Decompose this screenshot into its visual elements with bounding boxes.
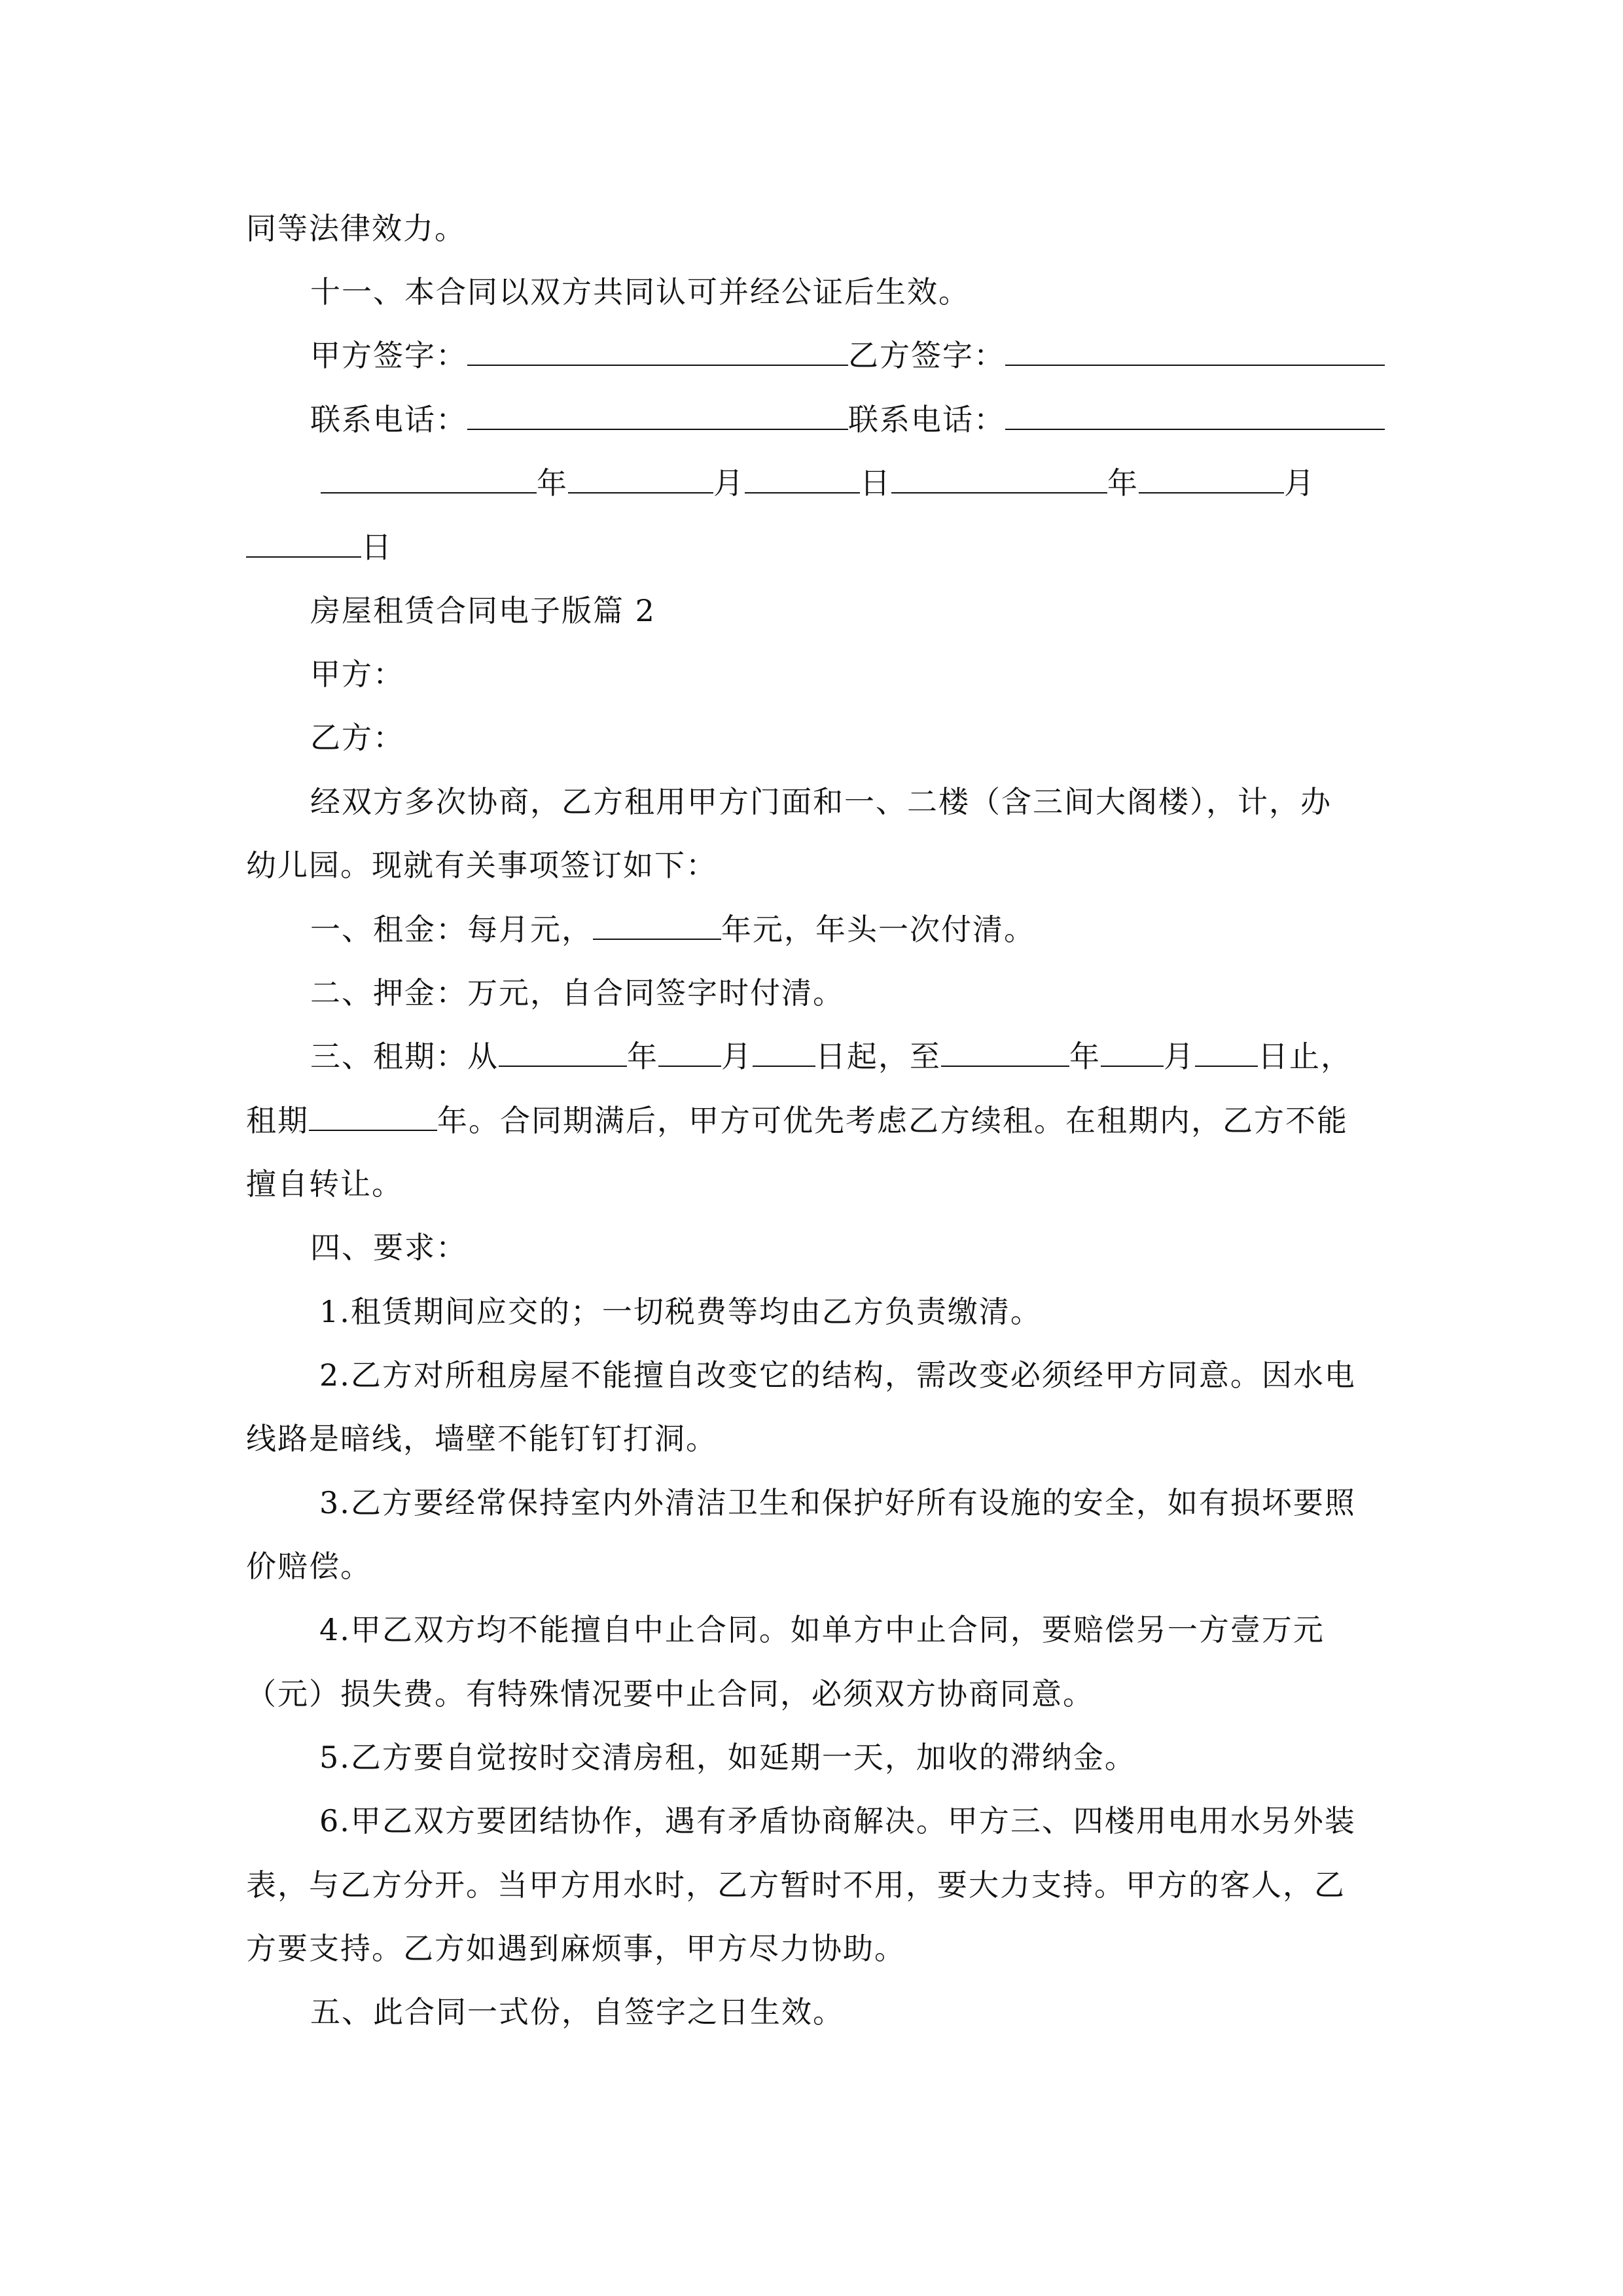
term-start-month-blank — [658, 1037, 721, 1067]
party-a-signature-label: 甲方签字： — [310, 338, 467, 373]
party-b-phone-label: 联系电话： — [848, 402, 1005, 437]
phone-row — [310, 400, 1385, 439]
requirement-item: 1.租赁期间应交的；一切税费等均由乙方负责缴清。 — [319, 1294, 1042, 1329]
signature-row — [310, 336, 1385, 375]
paragraph-line: 经双方多次协商，乙方租用甲方门面和一、二楼（含三间大阁楼），计，办 — [310, 784, 1332, 819]
requirement-item-cont: （元）损失费。有特殊情况要中止合同，必须双方协商同意。 — [246, 1676, 1094, 1712]
term-end-month-label: 月 — [1164, 1039, 1195, 1074]
rent-text-a: 一、租金：每月元， — [310, 912, 593, 947]
party-b-line: 乙方： — [310, 720, 404, 755]
requirement-item: 3.乙方要经常保持室内外清洁卫生和保护好所有设施的安全，如有损坏要照 — [319, 1485, 1356, 1520]
section-heading: 房屋租赁合同电子版篇 2 — [310, 593, 656, 628]
term-end-day-blank — [1195, 1037, 1258, 1067]
party-b-phone-blank — [1005, 400, 1385, 430]
requirement-item: 5.乙方要自觉按时交清房租，如延期一天，加收的滞纳金。 — [319, 1740, 1136, 1775]
rent-blank — [593, 910, 721, 940]
year-label-2: 年 — [1107, 465, 1139, 501]
term-clause-line-2 — [246, 1101, 1348, 1140]
year-label: 年 — [537, 465, 568, 501]
year-blank — [321, 463, 537, 493]
term-years-blank — [309, 1101, 437, 1131]
term-end-month-blank — [1101, 1037, 1164, 1067]
month-label: 月 — [713, 465, 745, 501]
month-blank — [568, 463, 713, 493]
requirement-item: 4.甲乙双方均不能擅自中止合同。如单方中止合同，要赔偿另一方壹万元 — [319, 1612, 1325, 1647]
requirement-item: 2.乙方对所租房屋不能擅自改变它的结构，需改变必须经甲方同意。因水电 — [319, 1357, 1356, 1393]
requirements-title: 四、要求： — [310, 1230, 467, 1265]
deposit-clause: 二、押金：万元，自合同签字时付清。 — [310, 975, 844, 1011]
term-clause — [310, 1037, 1352, 1076]
date-row — [321, 463, 1315, 503]
requirement-item: 6.甲乙双方要团结协作，遇有矛盾协商解决。甲方三、四楼用电用水另外装 — [319, 1803, 1356, 1839]
term-start-month-label: 月 — [721, 1039, 753, 1074]
requirement-item-cont: 线路是暗线，墙壁不能钉钉打洞。 — [246, 1421, 717, 1456]
term-end-year-blank — [941, 1037, 1069, 1067]
rent-clause — [310, 910, 1035, 949]
paragraph-line: 幼儿园。现就有关事项签订如下： — [246, 848, 717, 883]
term-text-a: 三、租期：从 — [310, 1039, 499, 1074]
term-end-year-label: 年 — [1069, 1039, 1101, 1074]
party-b-signature-label: 乙方签字： — [848, 338, 1005, 373]
party-a-phone-label: 联系电话： — [310, 402, 467, 437]
term-start-year-label: 年 — [627, 1039, 658, 1074]
date-row-2 — [246, 528, 393, 567]
text-line: 同等法律效力。 — [246, 211, 466, 246]
month-label-2: 月 — [1284, 465, 1315, 501]
term-end-day-label: 日止， — [1258, 1039, 1352, 1074]
clause-11: 十一、本合同以双方共同认可并经公证后生效。 — [310, 274, 970, 310]
term-text-l2a: 租期 — [246, 1103, 309, 1138]
term-start-year-blank — [499, 1037, 627, 1067]
year-blank-2 — [891, 463, 1107, 493]
party-a-line: 甲方： — [310, 656, 404, 692]
day-blank-2 — [246, 528, 361, 558]
party-a-signature-blank — [467, 336, 848, 366]
requirement-item-cont: 方要支持。乙方如遇到麻烦事，甲方尽力协助。 — [246, 1931, 906, 1966]
requirement-item-cont: 表，与乙方分开。当甲方用水时，乙方暂时不用，要大力支持。甲方的客人，乙 — [246, 1867, 1346, 1903]
party-a-phone-blank — [467, 400, 848, 430]
rent-text-b: 年元，年头一次付清。 — [721, 912, 1035, 947]
term-start-day-blank — [753, 1037, 815, 1067]
month-blank-2 — [1139, 463, 1284, 493]
requirement-item-cont: 价赔偿。 — [246, 1549, 372, 1584]
clause-5: 五、此合同一式份，自签字之日生效。 — [310, 1994, 844, 2030]
term-text-l2b: 年。合同期满后，甲方可优先考虑乙方续租。在租期内，乙方不能 — [437, 1103, 1348, 1138]
day-label-2: 日 — [361, 529, 393, 565]
day-blank — [745, 463, 860, 493]
term-clause-line-3: 擅自转让。 — [246, 1166, 403, 1202]
term-start-day-label: 日起，至 — [815, 1039, 941, 1074]
party-b-signature-blank — [1005, 336, 1385, 366]
day-label: 日 — [860, 465, 891, 501]
